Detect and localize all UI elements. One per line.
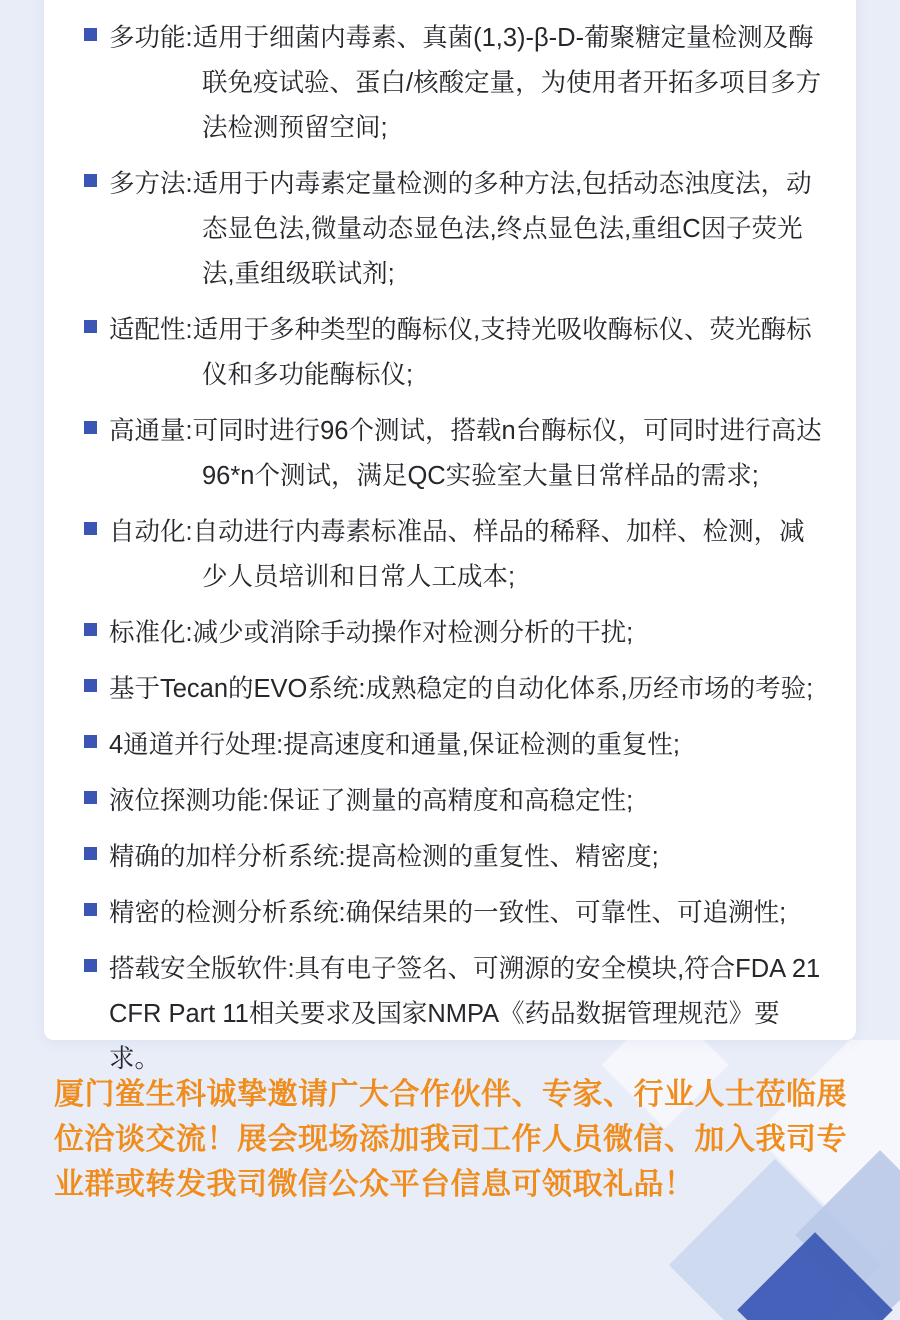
- bullet-square-icon: [84, 791, 97, 804]
- feature-list: [84, 16, 824, 1093]
- bullet-square-icon: [84, 679, 97, 692]
- list-item-text: 精密的检测分析系统:确保结果的一致性、可靠性、可追溯性;: [109, 899, 787, 927]
- list-item: [84, 723, 824, 768]
- feature-card: [44, 0, 856, 1073]
- list-item-text: 液位探测功能:保证了测量的高精度和高稳定性;: [109, 787, 634, 815]
- bullet-square-icon: [84, 320, 97, 333]
- list-item-text: 适配性:适用于多种类型的酶标仪,支持光吸收酶标仪、荧光酶标仪和多功能酶标仪;: [109, 316, 812, 389]
- list-item: [84, 947, 824, 1082]
- bullet-square-icon: [84, 174, 97, 187]
- list-item: [84, 667, 824, 712]
- invitation-text: 厦门鲎生科诚挚邀请广大合作伙伴、专家、行业人士莅临展位洽谈交流！展会现场添加我司工作人员微信、加入我司专业群或转发我司微信公众平台信息可领取礼品！: [54, 1078, 847, 1201]
- list-item-text: 4通道并行处理:提高速度和通量,保证检测的重复性;: [109, 731, 680, 759]
- list-item: [84, 611, 824, 656]
- list-item-text: 高通量:可同时进行96个测试，搭载n台酶标仪，可同时进行高达96*n个测试，满足QC实验室大量日常样品的需求;: [109, 417, 822, 490]
- bullet-square-icon: [84, 847, 97, 860]
- list-item: [84, 308, 824, 398]
- list-item-text: 精确的加样分析系统:提高检测的重复性、精密度;: [109, 843, 659, 871]
- list-item: [84, 162, 824, 297]
- bullet-square-icon: [84, 959, 97, 972]
- list-item: [84, 891, 824, 936]
- list-item: [84, 16, 824, 151]
- bullet-square-icon: [84, 28, 97, 41]
- invitation-block: [54, 1072, 854, 1207]
- list-item-text: 搭载安全版软件:具有电子签名、可溯源的安全模块,符合FDA 21 CFR Part 11相关要求及国家NMPA《药品数据管理规范》要求。: [109, 955, 821, 1073]
- list-item-text: 多功能:适用于细菌内毒素、真菌(1,3)-β-D-葡聚糖定量检测及酶联免疫试验、蛋白/核酸定量，为使用者开拓多项目多方法检测预留空间;: [109, 24, 822, 142]
- list-item-text: 标准化:减少或消除手动操作对检测分析的干扰;: [109, 619, 634, 647]
- list-item-text: 基于Tecan的EVO系统:成熟稳定的自动化体系,历经市场的考验;: [109, 675, 814, 703]
- list-item: [84, 835, 824, 880]
- bullet-square-icon: [84, 623, 97, 636]
- bullet-square-icon: [84, 421, 97, 434]
- bullet-square-icon: [84, 522, 97, 535]
- bullet-square-icon: [84, 903, 97, 916]
- bullet-square-icon: [84, 735, 97, 748]
- list-item-text: 多方法:适用于内毒素定量检测的多种方法,包括动态浊度法，动态显色法,微量动态显色法,终点显色法,重组C因子荧光法,重组级联试剂;: [109, 170, 812, 288]
- list-item: [84, 779, 824, 824]
- list-item: [84, 409, 824, 499]
- list-item: [84, 510, 824, 600]
- list-item-text: 自动化:自动进行内毒素标准品、样品的稀释、加样、检测，减少人员培训和日常人工成本;: [109, 518, 805, 591]
